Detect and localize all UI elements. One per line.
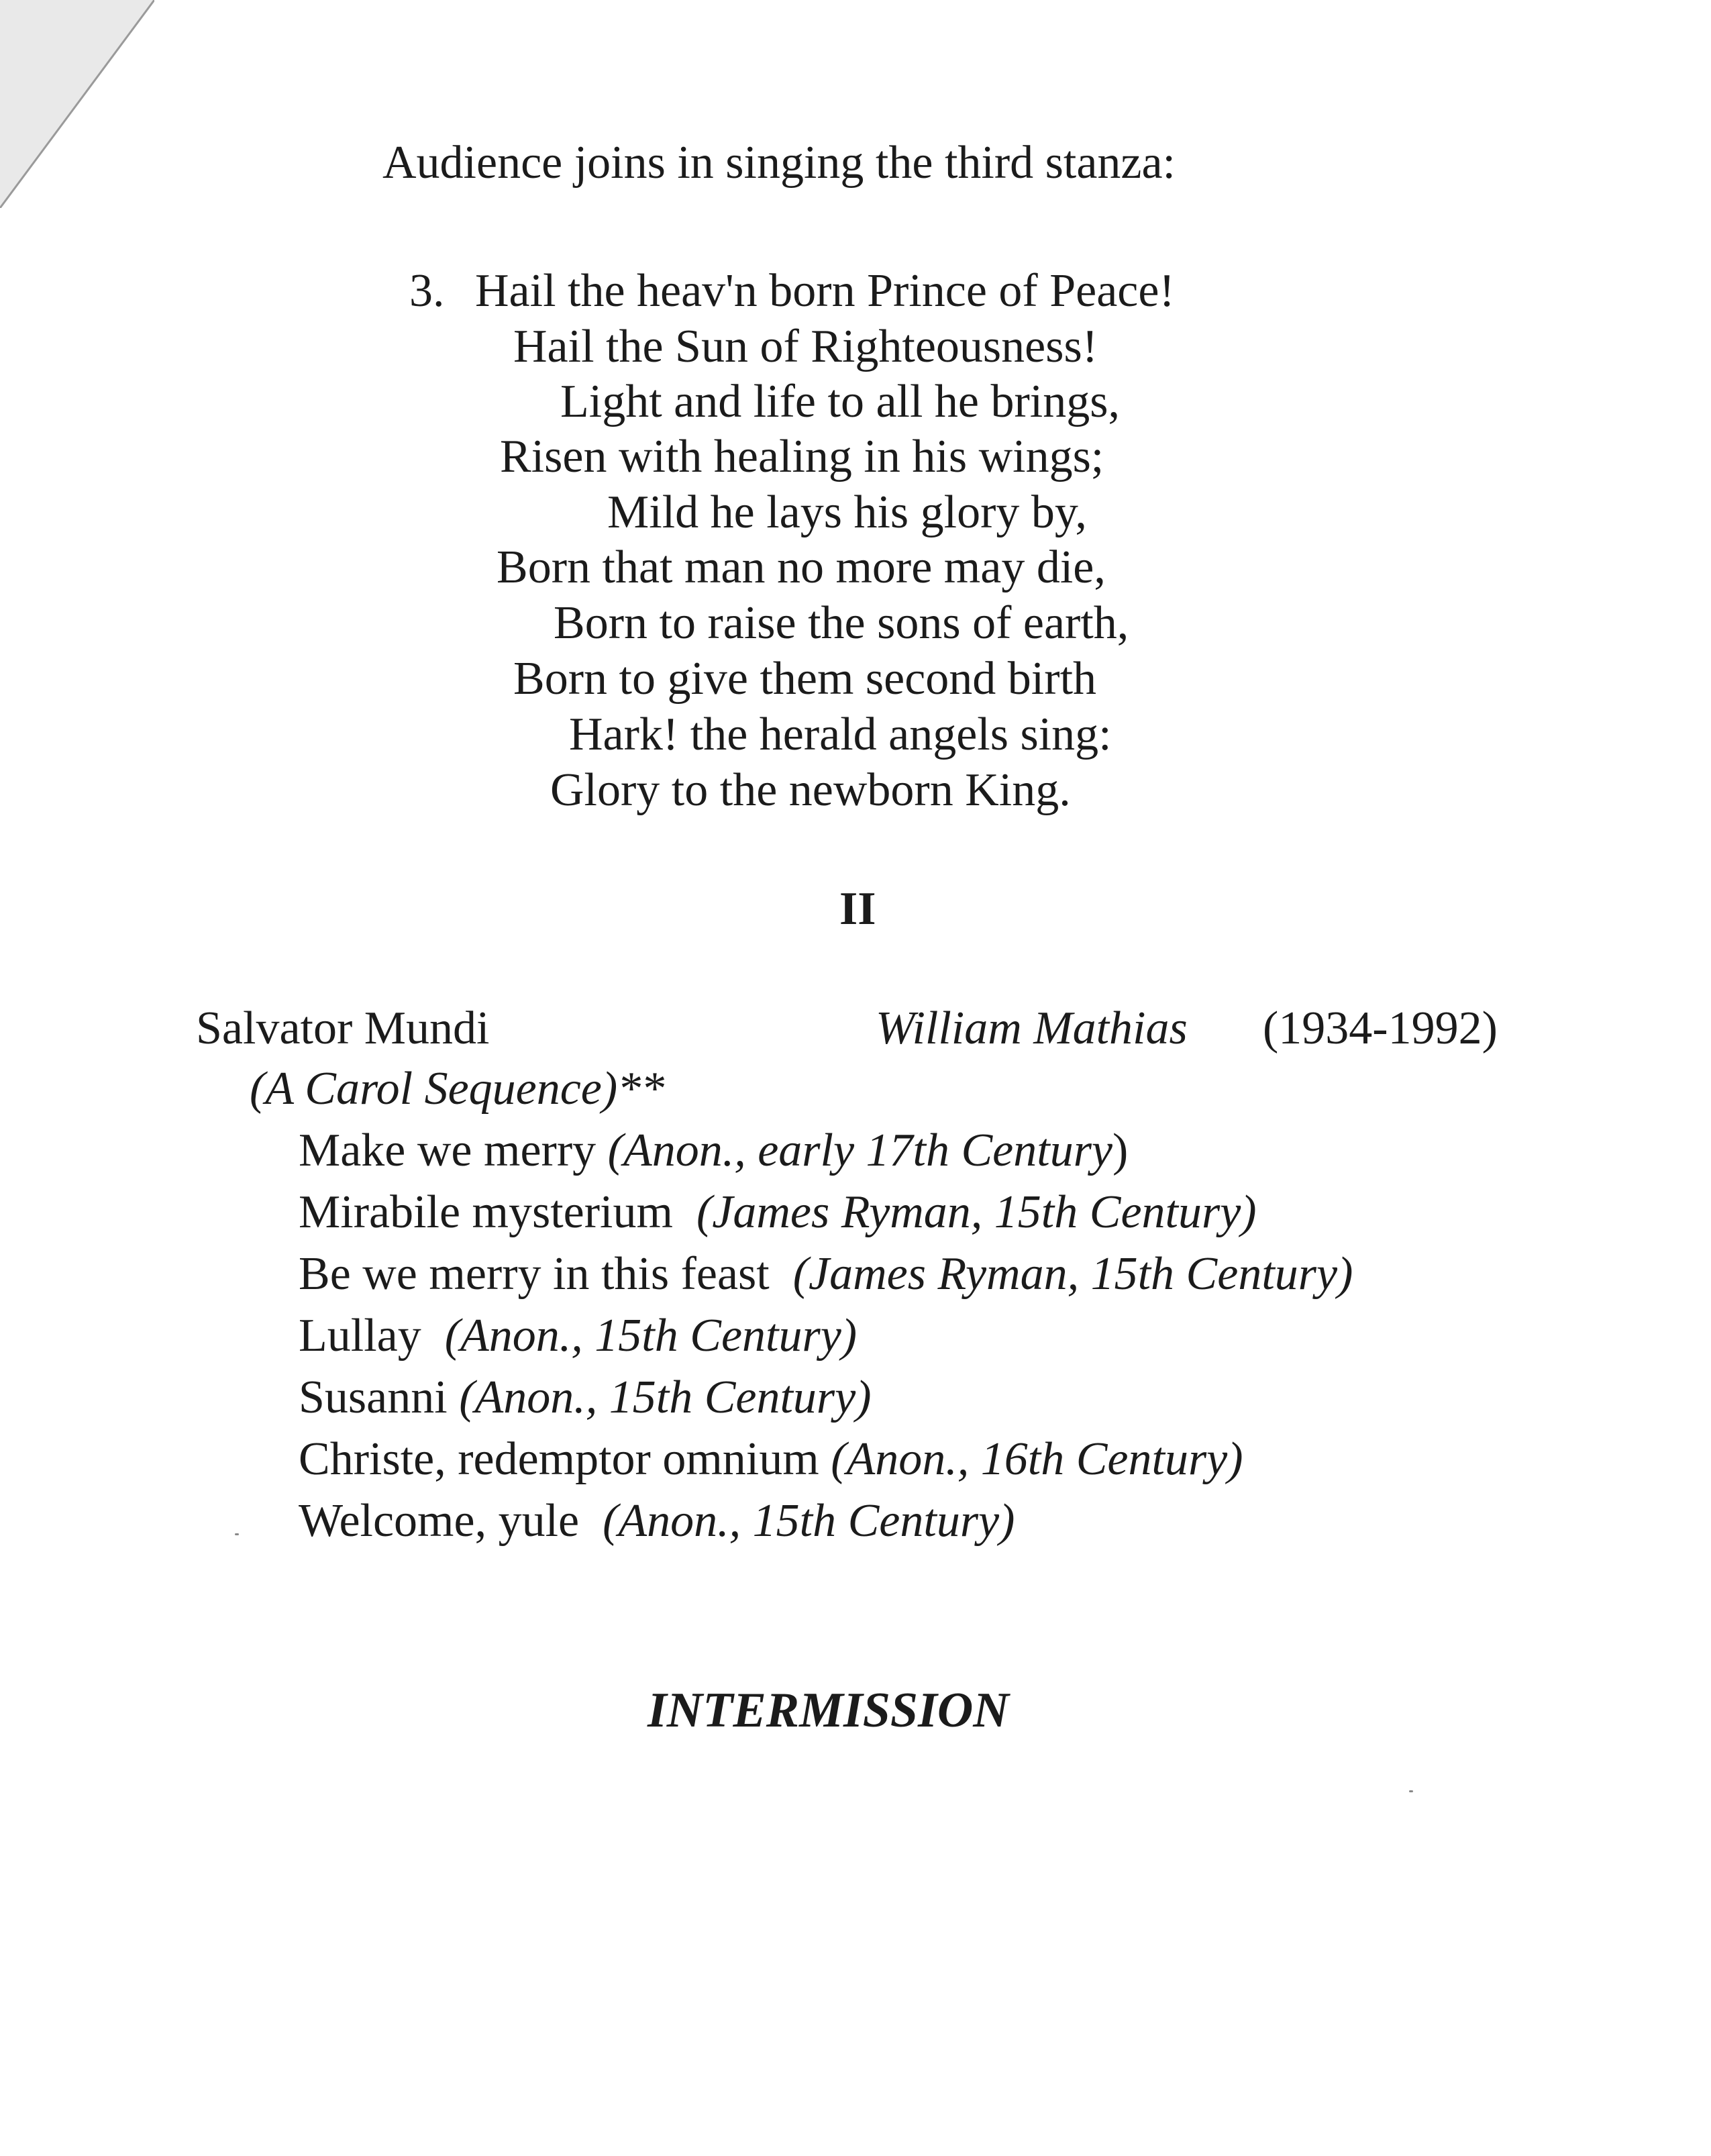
movement-title: Mirabile mysterium <box>299 1186 673 1238</box>
movement-title: Susanni <box>299 1372 448 1423</box>
stanza-line: Born that man no more may die, <box>497 542 1106 593</box>
composer-dates: (1934-1992) <box>1263 1003 1498 1054</box>
stanza-line: Hark! the herald angels sing: <box>569 709 1112 760</box>
movement-title: Welcome, yule <box>299 1495 580 1547</box>
stanza-line: Hail the heav'n born Prince of Peace! <box>475 265 1175 317</box>
movement-title: Christe, redemptor omnium <box>299 1433 819 1485</box>
movement-item <box>299 1433 1243 1485</box>
scan-speck <box>235 1533 239 1535</box>
movement-source: (Anon., 15th Century) <box>603 1495 1015 1547</box>
stanza-line: Risen with healing in his wings; <box>500 431 1104 482</box>
movement-source-close: ) <box>1112 1125 1129 1176</box>
movement-item <box>299 1495 1015 1547</box>
stanza-line: Born to raise the sons of earth, <box>554 597 1129 649</box>
stanza-line: Glory to the newborn King. <box>550 764 1071 816</box>
movement-item <box>299 1127 1128 1174</box>
work-subtitle: (A Carol Sequence)** <box>250 1063 665 1115</box>
movement-item <box>299 1248 1353 1300</box>
movement-source: (Anon., 16th Century) <box>831 1433 1243 1485</box>
movement-source: (Anon., 15th Century) <box>459 1372 872 1423</box>
folded-corner <box>0 0 154 208</box>
movement-item <box>299 1374 872 1421</box>
stanza-line: Light and life to all he brings, <box>560 376 1120 427</box>
stanza-line: Mild he lays his glory by, <box>607 486 1087 538</box>
stanza-line: Hail the Sun of Righteousness! <box>513 321 1098 372</box>
movement-title: Be we merry in this feast <box>299 1248 770 1300</box>
movement-item <box>299 1310 858 1362</box>
movement-item <box>299 1186 1257 1238</box>
scan-speck <box>1409 1790 1413 1792</box>
composer-name: William Mathias <box>876 1003 1188 1054</box>
section-heading: II <box>839 883 876 935</box>
intro-text: Audience joins in singing the third stanza: <box>382 137 1176 189</box>
movement-source: (Anon., 15th Century) <box>444 1310 858 1362</box>
movement-source: (Anon., early 17th Century <box>607 1125 1113 1176</box>
movement-source: (James Ryman, 15th Century) <box>696 1186 1257 1238</box>
movement-title: Lullay <box>299 1310 421 1362</box>
movement-source: (James Ryman, 15th Century) <box>792 1248 1353 1300</box>
stanza-number: 3. <box>409 265 445 317</box>
stanza-line: Born to give them second birth <box>513 653 1097 705</box>
movement-title: Make we merry <box>299 1125 597 1176</box>
work-title: Salvator Mundi <box>196 1003 490 1054</box>
intermission-heading: INTERMISSION <box>647 1683 1009 1738</box>
